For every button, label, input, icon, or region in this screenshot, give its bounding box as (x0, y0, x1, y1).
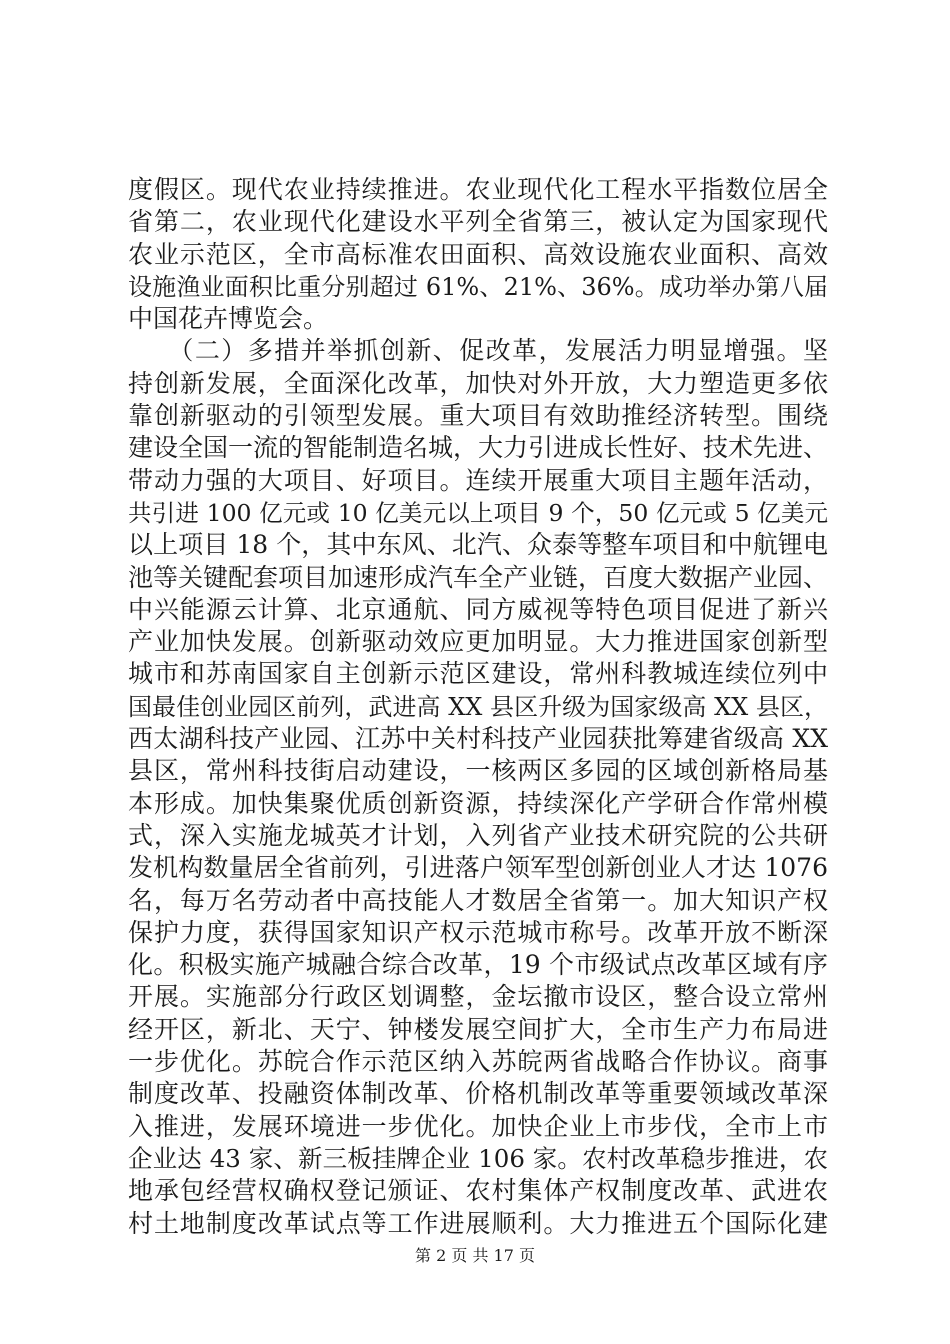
body-line: 省第二，农业现代化建设水平列全省第三，被认定为国家现代 (128, 207, 828, 237)
body-line: 村土地制度改革试点等工作进展顺利。大力推进五个国际化建 (128, 1208, 828, 1238)
body-line: 中国花卉博览会。 (128, 304, 329, 334)
body-line: 企业达 43 家、新三板挂牌企业 106 家。农村改革稳步推进，农 (128, 1143, 828, 1173)
body-line: 产业加快发展。创新驱动效应更加明显。大力推进国家创新型 (128, 627, 828, 657)
body-line: 发机构数量居全省前列，引进落户领军型创新创业人才达 1076 (128, 853, 828, 883)
body-line: 城市和苏南国家自主创新示范区建设，常州科教城连续位列中 (128, 659, 828, 689)
body-line: 池等关键配套项目加速形成汽车全产业链，百度大数据产业园、 (128, 562, 829, 592)
body-line: （二）多措并举抓创新、促改革，发展活力明显增强。坚 (128, 336, 828, 366)
body-line: 式，深入实施龙城英才计划，入列省产业技术研究院的公共研 (128, 820, 828, 850)
body-line: 带动力强的大项目、好项目。连续开展重大项目主题年活动， (128, 465, 828, 495)
body-line: 开展。实施部分行政区划调整，金坛撤市设区，整合设立常州 (128, 982, 828, 1012)
body-line: 靠创新驱动的引领型发展。重大项目有效助推经济转型。围绕 (128, 401, 828, 431)
body-line: 以上项目 18 个，其中东风、北汽、众泰等整车项目和中航锂电 (128, 530, 828, 560)
body-line: 度假区。现代农业持续推进。农业现代化工程水平指数位居全 (128, 175, 828, 204)
body-line: 国最佳创业园区前列，武进高 XX 县区升级为国家级高 XX 县区， (128, 692, 828, 721)
body-line: 本形成。加快集聚优质创新资源，持续深化产学研合作常州模 (128, 788, 828, 818)
body-line: 共引进 100 亿元或 10 亿美元以上项目 9 个，50 亿元或 5 亿美元 (128, 498, 828, 527)
body-line: 保护力度，获得国家知识产权示范城市称号。改革开放不断深 (128, 917, 828, 947)
body-line: 经开区，新北、天宁、钟楼发展空间扩大，全市生产力布局进 (128, 1014, 828, 1044)
body-line: 制度改革、投融资体制改革、价格机制改革等重要领域改革深 (128, 1079, 828, 1109)
body-line: 建设全国一流的智能制造名城，大力引进成长性好、技术先进、 (128, 433, 829, 463)
body-line: 农业示范区，全市高标准农田面积、高效设施农业面积、高效 (128, 239, 828, 269)
body-line: 中兴能源云计算、北京通航、同方威视等特色项目促进了新兴 (128, 594, 828, 624)
body-text (128, 174, 828, 1240)
page-footer: 第 2 页 共 17 页 (415, 1246, 535, 1265)
body-line: 设施渔业面积比重分别超过 61%、21%、36%。成功举办第八届 (128, 272, 828, 301)
body-line: 地承包经营权确权登记颁证、农村集体产权制度改革、武进农 (128, 1176, 828, 1206)
body-line: 一步优化。苏皖合作示范区纳入苏皖两省战略合作协议。商事 (128, 1047, 828, 1077)
body-line: 化。积极实施产城融合综合改革，19 个市级试点改革区域有序 (128, 950, 828, 980)
body-line: 入推进，发展环境进一步优化。加快企业上市步伐，全市上市 (128, 1111, 828, 1141)
body-line: 名，每万名劳动者中高技能人才数居全省第一。加大知识产权 (128, 885, 828, 915)
body-line: 西太湖科技产业园、江苏中关村科技产业园获批筹建省级高 XX (128, 724, 828, 754)
body-line: 持创新发展，全面深化改革，加快对外开放，大力塑造更多依 (128, 368, 828, 398)
body-line: 县区，常州科技街启动建设，一核两区多园的区域创新格局基 (128, 756, 828, 786)
